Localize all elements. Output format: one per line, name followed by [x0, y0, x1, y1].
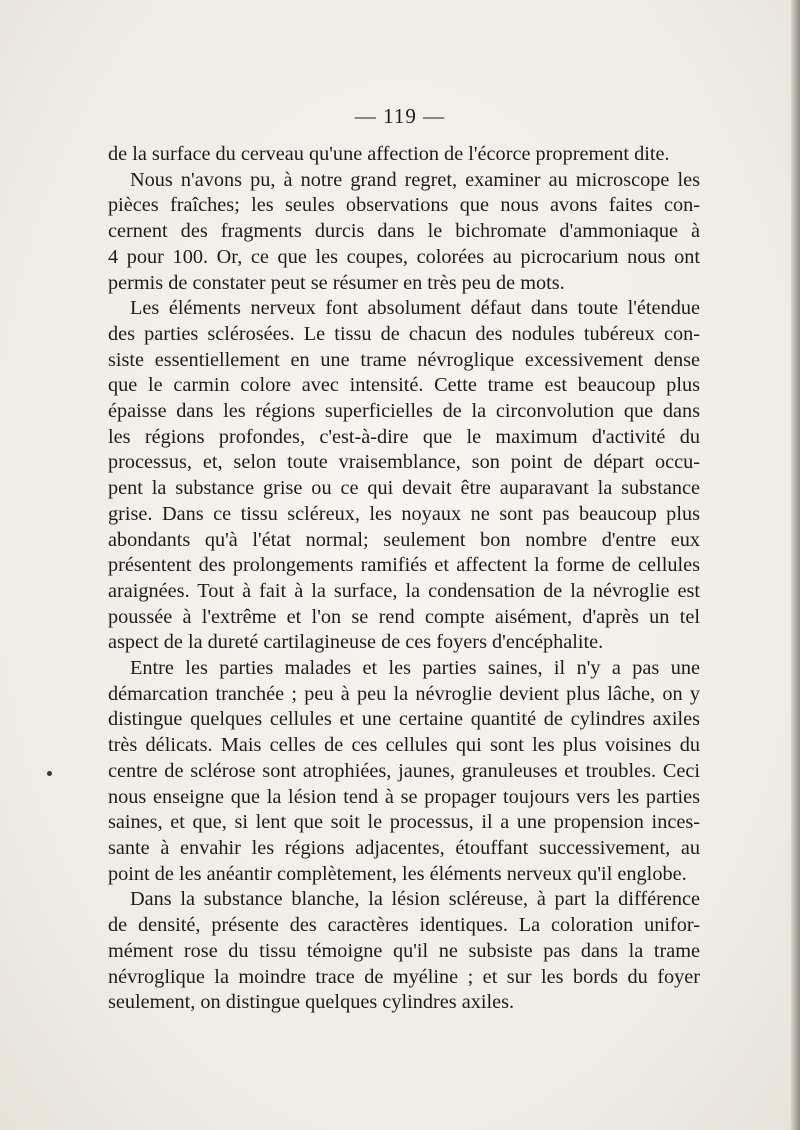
text-line: saines, et que, si lent que soit le processus, il a une propension inces-: [108, 811, 700, 834]
text-line: cernent des fragments durcis dans le bichromate d'ammoniaque à: [108, 220, 700, 243]
text-line: Dans la substance blanche, la lésion scléreuse, à part la différence: [130, 888, 700, 911]
paragraph-4: [108, 656, 700, 887]
text-line: de la surface du cerveau qu'une affection de l'écorce proprement dite.: [108, 143, 670, 165]
text-line: pièces fraîches; les seules observations que nous avons faites con-: [108, 194, 700, 217]
text-line: grise. Dans ce tissu scléreux, les noyaux ne sont pas beaucoup plus: [108, 502, 700, 525]
text-line: poussée à l'extrême et l'on se rend compte aisément, d'après un tel: [108, 605, 700, 628]
text-line: de densité, présente des caractères identiques. La coloration unifor-: [108, 914, 700, 937]
text-line: distingue quelques cellules et une certaine quantité de cylindres axiles: [108, 708, 700, 731]
text-line: seulement, on distingue quelques cylindres axiles.: [108, 991, 515, 1014]
text-line: épaisse dans les régions superficielles de la circonvolution que dans: [108, 400, 700, 423]
text-line: très délicats. Mais celles de ces cellules qui sont les plus voisines du: [108, 734, 700, 757]
margin-mark: [47, 771, 52, 776]
text-line: des parties sclérosées. Le tissu de chacun des nodules tubéreux con-: [108, 322, 700, 345]
page-number: — 119 —: [354, 104, 446, 128]
paragraph-2: [108, 168, 700, 297]
text-line: centre de sclérose sont atrophiées, jaunes, granuleuses et troubles. Ceci: [108, 759, 700, 782]
text-line: Les éléments nerveux font absolument défaut dans toute l'étendue: [130, 297, 700, 320]
text-line: névroglique la moindre trace de myéline ; et sur les bords du foyer: [108, 965, 700, 988]
text-line: permis de constater peut se résumer en très peu de mots.: [108, 271, 565, 294]
text-line: araignées. Tout à fait à la surface, la condensation de la névroglie est: [108, 579, 700, 602]
text-line: mément rose du tissu témoigne qu'il ne subsiste pas dans la trame: [108, 939, 700, 962]
text-line: que le carmin colore avec intensité. Cette trame est beaucoup plus: [108, 374, 700, 397]
text-line: 4 pour 100. Or, ce que les coupes, colorées au picrocarium nous ont: [108, 245, 700, 268]
text-line: démarcation tranchée ; peu à peu la névroglie devient plus lâche, on y: [108, 682, 700, 705]
text-line: Nous n'avons pu, à notre grand regret, examiner au microscope les: [130, 168, 700, 191]
paragraph-5: [108, 887, 700, 1016]
paragraph-3: [108, 296, 700, 656]
page-body-text: [108, 142, 700, 1016]
page-edge-shadow: [791, 0, 800, 1130]
text-line: Entre les parties malades et les parties saines, il n'y a pas une: [130, 657, 700, 680]
text-line: siste essentiellement en une trame névroglique excessivement dense: [108, 348, 700, 371]
text-line: aspect de la dureté cartilagineuse de ces foyers d'encéphalite.: [108, 631, 604, 654]
text-line: point de les anéantir complètement, les éléments nerveux qu'il englobe.: [108, 862, 687, 885]
text-line: abondants qu'à l'état normal; seulement bon nombre d'entre eux: [108, 528, 700, 551]
text-line: les régions profondes, c'est-à-dire que le maximum d'activité du: [108, 425, 700, 448]
text-line: sante à envahir les régions adjacentes, étouffant successivement, au: [108, 836, 700, 859]
text-line: processus, et, selon toute vraisemblance, son point de départ occu-: [108, 451, 700, 474]
paragraph-1: [108, 142, 700, 168]
text-line: pent la substance grise ou ce qui devait être auparavant la substance: [108, 477, 700, 500]
text-line: nous enseigne que la lésion tend à se propager toujours vers les parties: [108, 785, 700, 808]
text-line: présentent des prolongements ramifiés et affectent la forme de cellules: [108, 554, 700, 577]
